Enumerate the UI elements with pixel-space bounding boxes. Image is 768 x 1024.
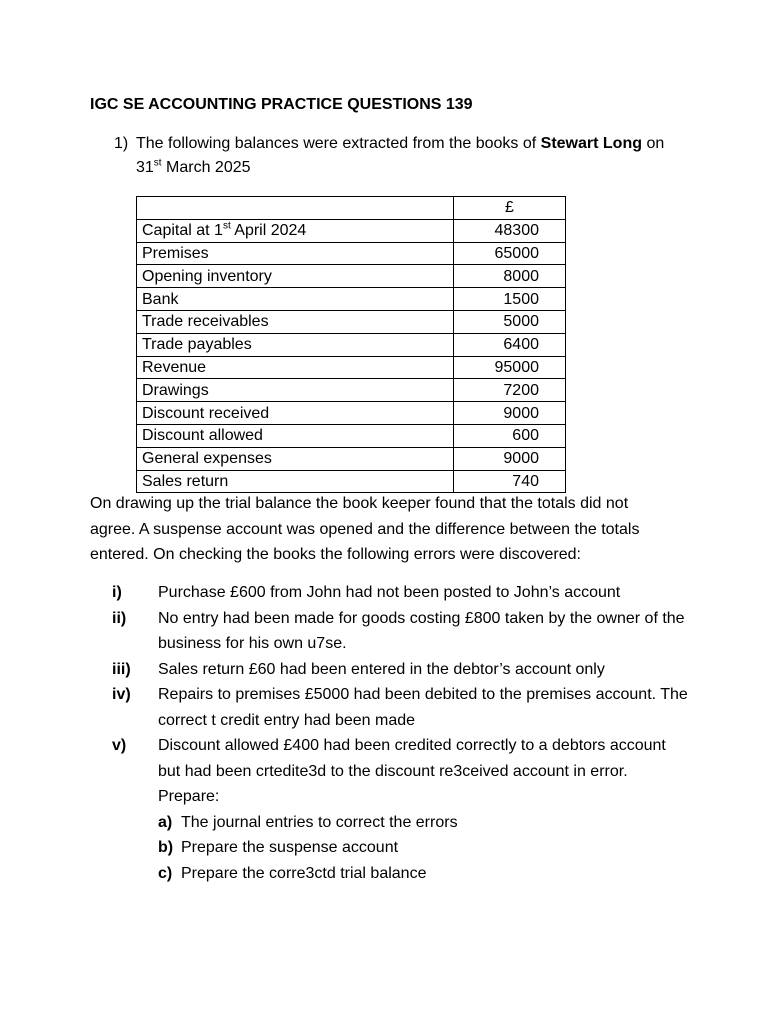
account-label: Bank bbox=[137, 288, 454, 311]
account-label: Opening inventory bbox=[137, 265, 454, 288]
table-row bbox=[137, 219, 566, 242]
prepare-block bbox=[112, 784, 692, 886]
account-label: Capital at 1st April 2024 bbox=[137, 219, 454, 242]
account-amount: 7200 bbox=[454, 379, 566, 402]
error-text: No entry had been made for goods costing £800 taken by the owner of the business for his own u7se. bbox=[158, 609, 685, 652]
task-text: Prepare the suspense account bbox=[181, 839, 399, 856]
label-header-cell bbox=[137, 197, 454, 220]
error-number: i) bbox=[112, 584, 122, 601]
error-number: iv) bbox=[112, 686, 131, 703]
account-amount: 8000 bbox=[454, 265, 566, 288]
account-label: Drawings bbox=[137, 379, 454, 402]
table-header-row bbox=[137, 197, 566, 220]
task-text: Prepare the corre3ctd trial balance bbox=[181, 864, 427, 882]
account-label: Premises bbox=[137, 242, 454, 265]
table-row bbox=[137, 424, 566, 447]
task-item bbox=[158, 835, 692, 861]
task-text: The journal entries to correct the errors bbox=[181, 813, 458, 831]
account-amount: 1500 bbox=[454, 288, 566, 311]
error-item bbox=[112, 657, 692, 683]
prepare-label: Prepare: bbox=[158, 788, 220, 805]
account-amount: 6400 bbox=[454, 333, 566, 356]
date-suffix: st bbox=[153, 157, 162, 169]
task-letter: c) bbox=[158, 864, 173, 882]
account-label: Discount allowed bbox=[137, 424, 454, 447]
table-row bbox=[137, 333, 566, 356]
page-title: IGC SE ACCOUNTING PRACTICE QUESTIONS 139 bbox=[90, 96, 473, 113]
account-amount: 95000 bbox=[454, 356, 566, 379]
date-day: 31 bbox=[136, 159, 154, 176]
table-row bbox=[137, 402, 566, 425]
error-item bbox=[112, 606, 692, 657]
currency-header: £ bbox=[454, 197, 566, 220]
table-row bbox=[137, 379, 566, 402]
intro-text: The following balances were extracted from the books of bbox=[136, 135, 541, 152]
account-amount: 5000 bbox=[454, 310, 566, 333]
account-label: General expenses bbox=[137, 447, 454, 470]
account-amount: 9000 bbox=[454, 447, 566, 470]
instructions-paragraph: On drawing up the trial balance the book keeper found that the totals did not agree. A suspense account was opened and the difference between the totals entered. On checking the books the following errors were discovered: bbox=[90, 495, 640, 563]
error-text: Sales return £60 had been entered in the debtor’s account only bbox=[158, 660, 605, 678]
task-letter: a) bbox=[158, 813, 173, 831]
account-label: Sales return bbox=[137, 470, 454, 493]
account-label: Trade receivables bbox=[137, 310, 454, 333]
business-owner-name: Stewart Long bbox=[540, 135, 642, 152]
task-item bbox=[158, 810, 692, 836]
account-label: Revenue bbox=[137, 356, 454, 379]
task-letter: b) bbox=[158, 839, 174, 856]
table-row bbox=[137, 310, 566, 333]
table-row bbox=[137, 288, 566, 311]
balances-table bbox=[136, 196, 566, 493]
question-number: 1) bbox=[114, 135, 129, 152]
question-1 bbox=[114, 132, 674, 180]
account-amount: 600 bbox=[454, 424, 566, 447]
task-item bbox=[158, 861, 692, 887]
date-rest: March 2025 bbox=[161, 159, 251, 176]
error-item bbox=[112, 682, 692, 733]
error-text: Purchase £600 from John had not been posted to John’s account bbox=[158, 584, 621, 601]
error-text: Repairs to premises £5000 had been debited to the premises account. The correct t credit entry had been made bbox=[158, 686, 688, 729]
error-number: ii) bbox=[112, 609, 127, 627]
error-item bbox=[112, 580, 692, 606]
account-label: Discount received bbox=[137, 402, 454, 425]
error-number: iii) bbox=[112, 660, 131, 678]
account-amount: 48300 bbox=[454, 219, 566, 242]
error-text: Discount allowed £400 had been credited correctly to a debtors account but had been crtedite3d to the discount re3ceived account in error. bbox=[158, 737, 666, 780]
table-row bbox=[137, 470, 566, 493]
account-amount: 65000 bbox=[454, 242, 566, 265]
table-row bbox=[137, 265, 566, 288]
account-amount: 740 bbox=[454, 470, 566, 493]
table-row bbox=[137, 242, 566, 265]
intro-text-after: on bbox=[642, 135, 665, 152]
errors-list bbox=[112, 580, 692, 886]
error-number: v) bbox=[112, 737, 127, 754]
error-item bbox=[112, 733, 692, 784]
account-label: Trade payables bbox=[137, 333, 454, 356]
table-row bbox=[137, 447, 566, 470]
account-amount: 9000 bbox=[454, 402, 566, 425]
table-row bbox=[137, 356, 566, 379]
question-intro bbox=[136, 132, 674, 180]
